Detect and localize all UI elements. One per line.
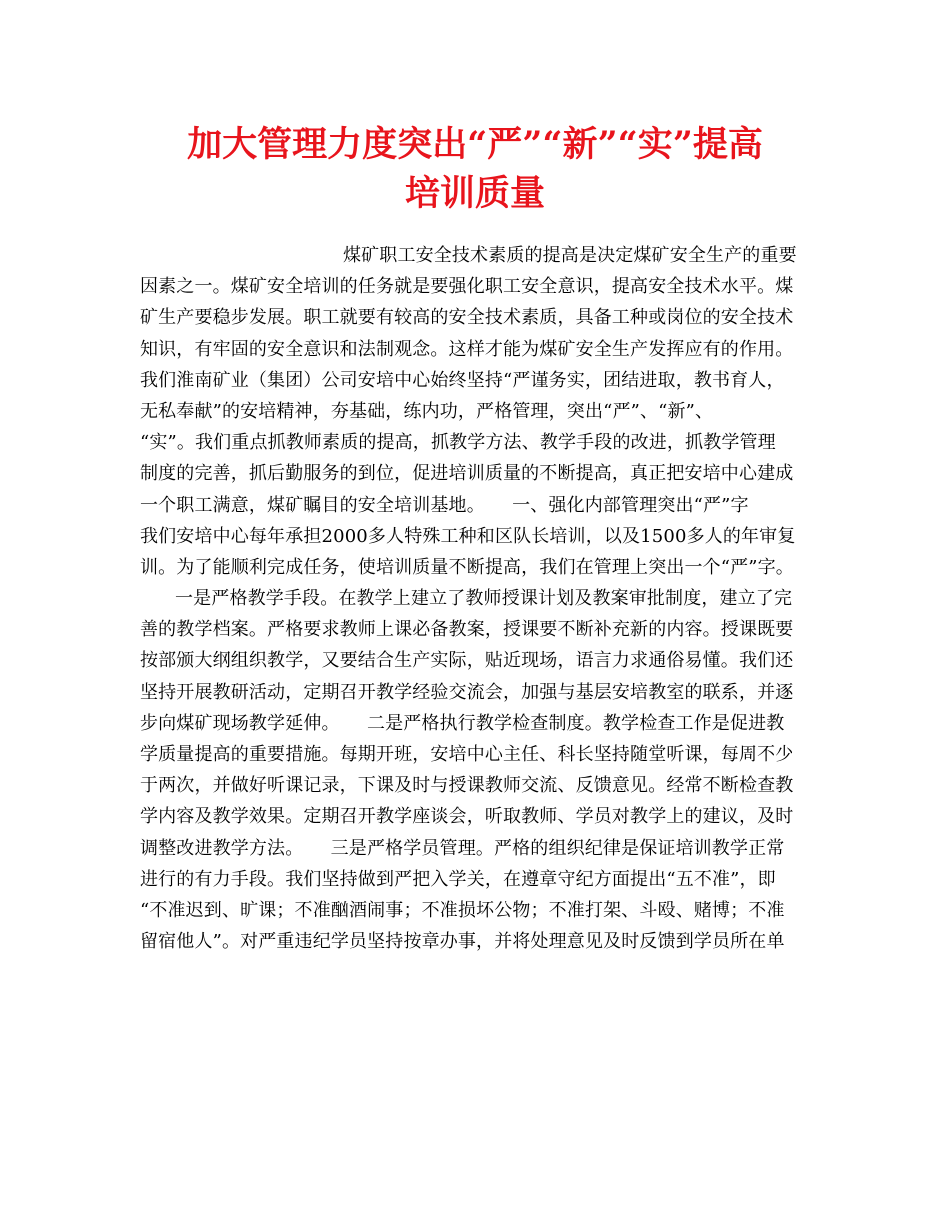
body-line: 煤矿职工安全技术素质的提高是决定煤矿安全生产的重要 <box>343 245 797 266</box>
body-line: “不准迟到、旷课；不准酗酒闹事；不准损坏公物；不准打架、斗殴、赌博；不准 <box>140 899 785 921</box>
body-line: “实”。我们重点抓教师素质的提高，抓教学方法、教学手段的改进，抓教学管理 <box>140 432 776 454</box>
body-line: 无私奉献”的安培精神，夯基础，练内功，严格管理，突出“严”、“新”、 <box>140 400 714 422</box>
body-line: 矿生产要稳步发展。职工就要有较高的安全技术素质，具备工种或岗位的安全技术 <box>140 307 794 329</box>
body-line: 调整改进教学方法。 三是严格学员管理。严格的组织纪律是保证培训教学正常 <box>140 837 785 859</box>
body-line: 制度的完善，抓后勤服务的到位，促进培训质量的不断提高，真正把安培中心建成 <box>140 463 794 485</box>
body-line: 训。为了能顺利完成任务，使培训质量不断提高，我们在管理上突出一个“严”字。 <box>140 556 794 578</box>
body-line: 坚持开展教研活动，定期召开教学经验交流会，加强与基层安培教室的联系，并逐 <box>140 681 794 703</box>
body-line: 步向煤矿现场教学延伸。 二是严格执行教学检查制度。教学检查工作是促进教 <box>140 712 785 734</box>
body-line: 于两次，并做好听课记录，下课及时与授课教师交流、反馈意见。经常不断检查教 <box>140 775 794 797</box>
body-line: 留宿他人”。对严重违纪学员坚持按章办事，并将处理意见及时反馈到学员所在单 <box>140 931 785 953</box>
body-line: 一个职工满意，煤矿瞩目的安全培训基地。 一、强化内部管理突出“严”字 <box>140 494 749 516</box>
body-line: 善的教学档案。严格要求教师上课必备教案，授课要不断补充新的内容。授课既要 <box>140 619 794 641</box>
title-line-1: 加大管理力度突出“严”“新”“实”提高 <box>187 124 763 165</box>
title-line-2: 培训质量 <box>404 173 545 214</box>
body-line: 我们淮南矿业（集团）公司安培中心始终坚持“严谨务实，团结进取，教书育人， <box>140 369 785 391</box>
body-line: 学质量提高的重要措施。每期开班，安培中心主任、科长坚持随堂听课，每周不少 <box>140 744 794 765</box>
body-line: 学内容及教学效果。定期召开教学座谈会，听取教师、学员对教学上的建议，及时 <box>140 806 794 828</box>
body-line: 按部颁大纲组织教学，又要结合生产实际，贴近现场，语言力求通俗易懂。我们还 <box>140 650 794 672</box>
page-title <box>130 120 820 218</box>
body-line: 因素之一。煤矿安全培训的任务就是要强化职工安全意识，提高安全技术水平。煤 <box>140 276 794 298</box>
body-line: 一是严格教学手段。在教学上建立了教师授课计划及教案审批制度，建立了完 <box>175 588 793 610</box>
document-body <box>140 240 820 957</box>
body-line: 我们安培中心每年承担2000多人特殊工种和区队长培训，以及1500多人的年审复 <box>140 525 796 547</box>
body-line: 知识，有牢固的安全意识和法制观念。这样才能为煤矿安全生产发挥应有的作用。 <box>140 338 794 360</box>
body-line: 进行的有力手段。我们坚持做到严把入学关，在遵章守纪方面提出“五不准”，即 <box>140 868 776 890</box>
